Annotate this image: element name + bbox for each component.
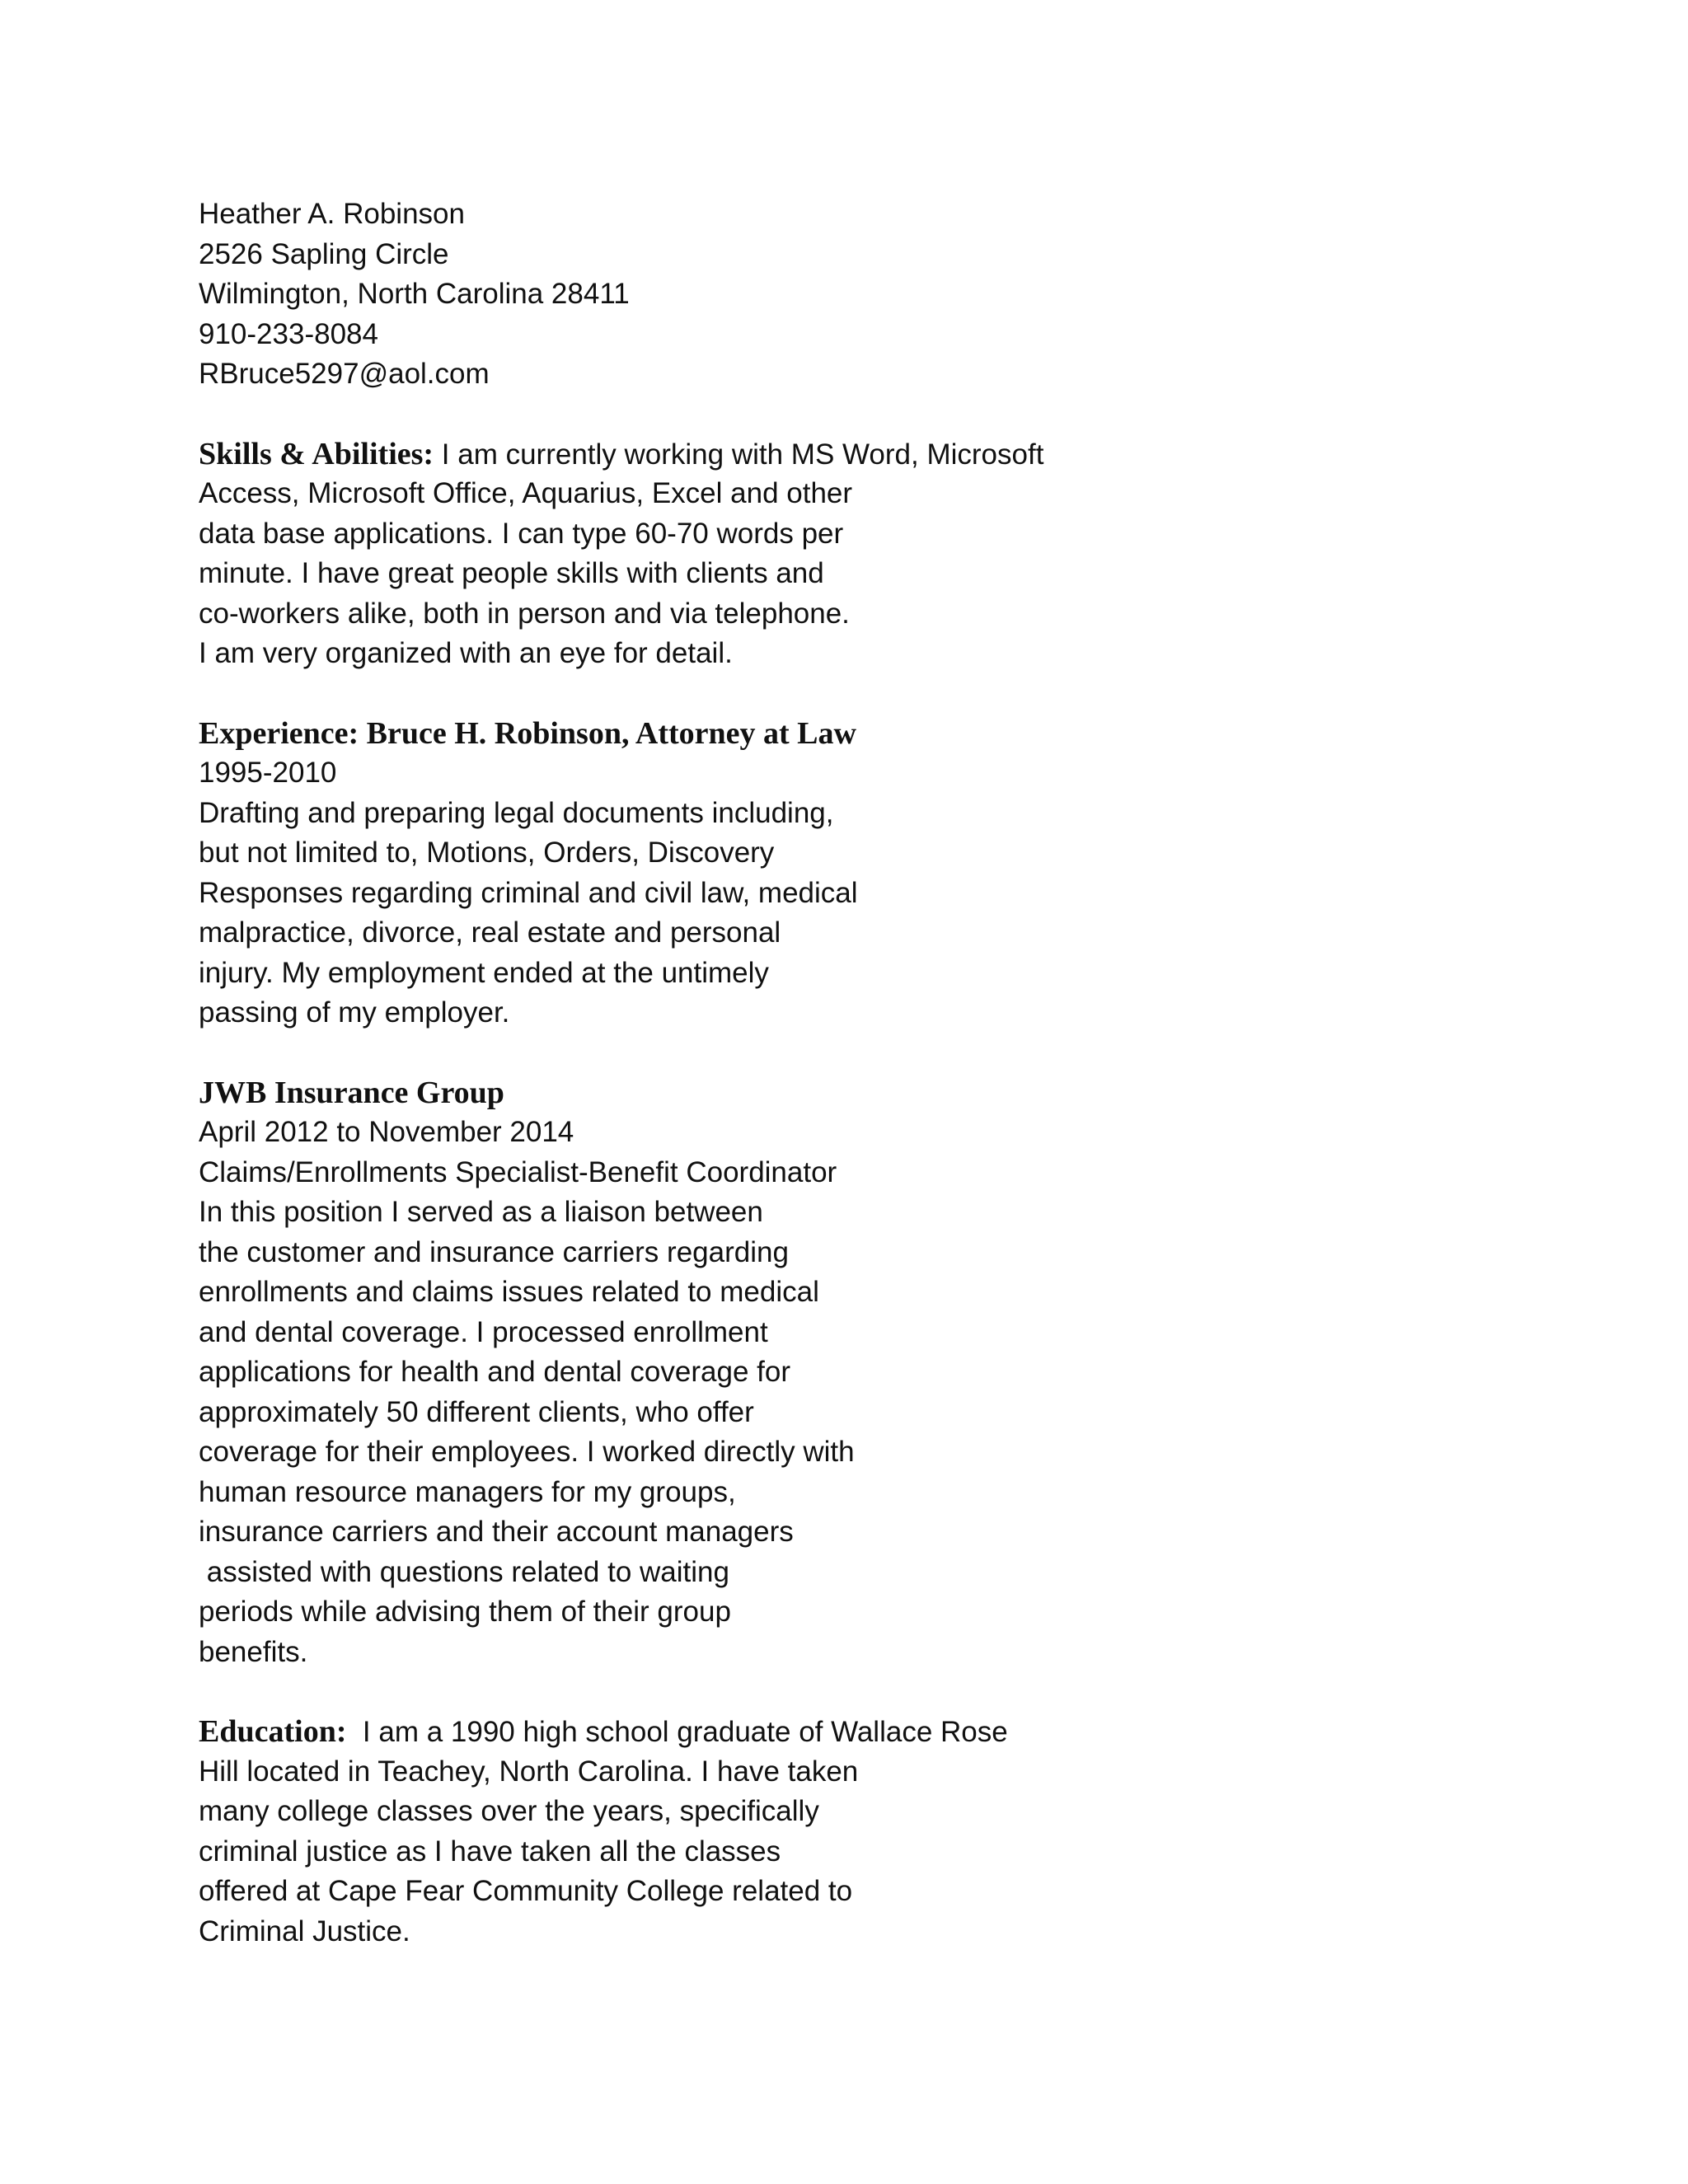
contact-block [199,194,1484,395]
experience-section [199,714,1484,1033]
contact-email: RBruce5297@aol.com [199,358,490,390]
section-gap [199,395,1484,434]
skills-line: data base applications. I can type 60-70 words per [199,517,844,550]
jwb-title: Claims/Enrollments Specialist-Benefit Coordinator [199,1155,837,1188]
jwb-line: the customer and insurance carriers regarding [199,1235,789,1268]
skills-line: I am very organized with an eye for detail. [199,637,733,669]
section-gap [199,674,1484,714]
jwb-line: In this position I served as a liaison between [199,1196,763,1228]
jwb-line: enrollments and claims issues related to medical [199,1276,819,1308]
education-line: offered at Cape Fear Community College related to [199,1875,853,1907]
jwb-line: approximately 50 different clients, who offer [199,1395,754,1428]
contact-phone: 910-233-8084 [199,317,378,350]
jwb-line: periods while advising them of their group [199,1596,731,1628]
skills-intro: I am currently working with MS Word, Microsoft [434,438,1044,471]
skills-section [199,434,1484,674]
education-first-line [199,1712,1484,1752]
section-gap [199,1672,1484,1712]
jwb-line: benefits. [199,1635,308,1668]
education-line: many college classes over the years, specifically [199,1795,819,1827]
skills-first-line [199,434,1484,475]
skills-line: minute. I have great people skills with clients and [199,557,824,589]
jwb-line: applications for health and dental coverage for [199,1356,790,1388]
experience-line: but not limited to, Motions, Orders, Discovery [199,837,775,869]
jwb-section [199,1073,1484,1673]
experience-line: Responses regarding criminal and civil law, medical [199,876,858,909]
contact-name: Heather A. Robinson [199,198,465,230]
experience-heading: Experience: Bruce H. Robinson, Attorney at Law [199,715,856,751]
jwb-line: coverage for their employees. I worked directly with [199,1436,855,1468]
jwb-dates: April 2012 to November 2014 [199,1116,574,1148]
education-section [199,1712,1484,1952]
education-heading: Education: [199,1714,347,1749]
skills-heading: Skills & Abilities: [199,436,434,471]
experience-line: Drafting and preparing legal documents including, [199,796,834,829]
experience-line: malpractice, divorce, real estate and personal [199,916,781,949]
skills-line: Access, Microsoft Office, Aquarius, Excel and other [199,477,853,509]
jwb-line: assisted with questions related to waiting [199,1555,729,1588]
education-line: Criminal Justice. [199,1915,410,1947]
experience-line: injury. My employment ended at the untimely [199,956,769,989]
jwb-heading: JWB Insurance Group [199,1075,504,1110]
education-intro: I am a 1990 high school graduate of Wallace Rose [346,1716,1008,1748]
jwb-line: human resource managers for my groups, [199,1475,736,1508]
skills-line: co-workers alike, both in person and via telephone. [199,597,850,630]
education-line: criminal justice as I have taken all the classes [199,1835,781,1868]
experience-dates: 1995-2010 [199,757,337,789]
jwb-line: insurance carriers and their account managers [199,1516,794,1548]
jwb-line: and dental coverage. I processed enrollment [199,1315,768,1348]
contact-street: 2526 Sapling Circle [199,237,449,270]
section-gap [199,1033,1484,1073]
experience-line: passing of my employer. [199,996,510,1029]
education-line: Hill located in Teachey, North Carolina. I have taken [199,1755,859,1788]
contact-city: Wilmington, North Carolina 28411 [199,278,630,310]
resume-content [199,194,1484,1952]
